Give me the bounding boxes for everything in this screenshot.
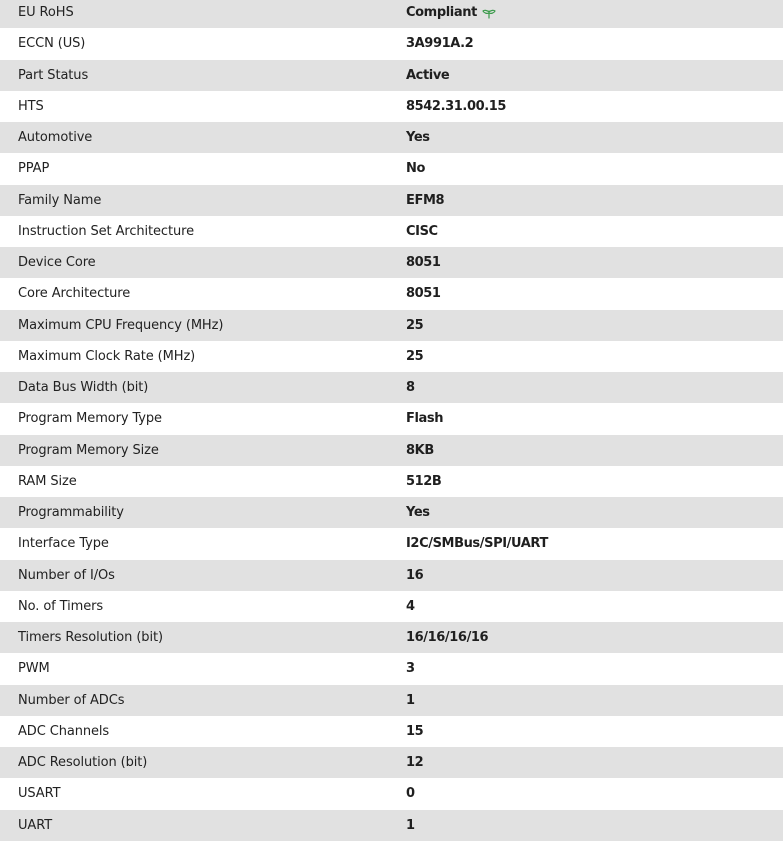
spec-value: 1 (406, 692, 415, 708)
spec-label: Programmability (18, 505, 124, 521)
spec-value: 8542.31.00.15 (406, 98, 507, 114)
spec-label: ECCN (US) (18, 36, 86, 52)
spec-value: I2C/SMBus/SPI/UART (406, 536, 548, 552)
spec-value: 3 (406, 661, 415, 677)
spec-row-data-bus-width (0, 372, 783, 403)
spec-row-uart (0, 810, 783, 841)
spec-value: 8KB (406, 442, 434, 458)
spec-row-isa (0, 216, 783, 247)
spec-label: No. of Timers (18, 598, 104, 614)
spec-label: Timers Resolution (bit) (18, 630, 163, 646)
spec-value: Yes (406, 505, 430, 521)
spec-label: Number of I/Os (18, 567, 115, 583)
spec-row-adc-channels (0, 716, 783, 747)
spec-row-family-name (0, 185, 783, 216)
spec-row-usart (0, 778, 783, 809)
spec-value: 16/16/16/16 (406, 630, 489, 646)
spec-label: Maximum Clock Rate (MHz) (18, 348, 196, 364)
spec-row-program-memory-size (0, 435, 783, 466)
spec-label: Automotive (18, 130, 93, 146)
spec-label: Data Bus Width (bit) (18, 380, 149, 396)
spec-value: 512B (406, 473, 442, 489)
spec-row-core-architecture (0, 278, 783, 309)
spec-row-interface-type (0, 528, 783, 559)
spec-value-text: Compliant (406, 5, 477, 21)
spec-row-automotive (0, 122, 783, 153)
spec-row-max-cpu-frequency (0, 310, 783, 341)
spec-row-pwm (0, 653, 783, 684)
spec-row-max-clock-rate (0, 341, 783, 372)
spec-row-number-of-adcs (0, 685, 783, 716)
spec-label: PPAP (18, 161, 50, 177)
leaf-icon (482, 7, 496, 19)
spec-row-part-status (0, 60, 783, 91)
spec-row-programmability (0, 497, 783, 528)
spec-label: RAM Size (18, 473, 77, 489)
spec-label: EU RoHS (18, 5, 74, 21)
spec-value: 16 (406, 567, 424, 583)
spec-label: HTS (18, 98, 44, 114)
spec-value: 15 (406, 723, 424, 739)
spec-value: Yes (406, 130, 430, 146)
spec-value: 1 (406, 817, 415, 833)
spec-label: ADC Resolution (bit) (18, 755, 148, 771)
spec-value: 12 (406, 755, 424, 771)
spec-row-ppap (0, 153, 783, 184)
spec-label: Program Memory Size (18, 442, 159, 458)
spec-label: Maximum CPU Frequency (MHz) (18, 317, 224, 333)
spec-label: Device Core (18, 255, 96, 271)
spec-value: 25 (406, 317, 424, 333)
spec-label: USART (18, 786, 61, 802)
spec-label: Core Architecture (18, 286, 131, 302)
spec-row-no-of-timers (0, 591, 783, 622)
spec-value: CISC (406, 223, 438, 239)
spec-label: Instruction Set Architecture (18, 223, 194, 239)
spec-label: Program Memory Type (18, 411, 162, 427)
spec-value: 8051 (406, 286, 441, 302)
spec-value: 3A991A.2 (406, 36, 474, 52)
spec-label: PWM (18, 661, 50, 677)
spec-label: UART (18, 817, 53, 833)
spec-row-number-of-ios (0, 560, 783, 591)
spec-value: 0 (406, 786, 415, 802)
spec-value: EFM8 (406, 192, 445, 208)
spec-label: ADC Channels (18, 723, 110, 739)
spec-value: No (406, 161, 426, 177)
spec-value: 8051 (406, 255, 441, 271)
spec-row-hts (0, 91, 783, 122)
spec-label: Part Status (18, 67, 89, 83)
spec-row-timers-resolution (0, 622, 783, 653)
spec-value: 25 (406, 348, 424, 364)
spec-value: Active (406, 67, 450, 83)
spec-label: Interface Type (18, 536, 109, 552)
spec-row-eccn (0, 28, 783, 59)
spec-value: 8 (406, 380, 415, 396)
spec-row-device-core (0, 247, 783, 278)
spec-label: Number of ADCs (18, 692, 125, 708)
spec-label: Family Name (18, 192, 102, 208)
spec-row-adc-resolution (0, 747, 783, 778)
spec-row-ram-size (0, 466, 783, 497)
spec-value: 4 (406, 598, 415, 614)
spec-value (406, 5, 496, 20)
spec-value: Flash (406, 411, 444, 427)
spec-row-eu-rohs (0, 0, 783, 28)
spec-row-program-memory-type (0, 403, 783, 434)
